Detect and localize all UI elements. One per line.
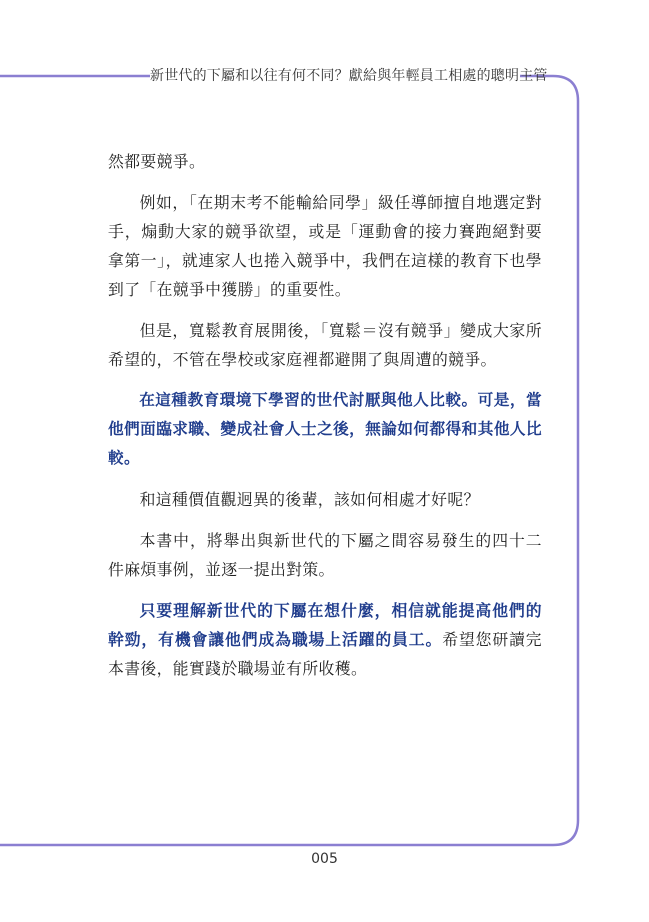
paragraph: 但是，寬鬆教育展開後，「寬鬆＝沒有競爭」變成大家所希望的，不管在學校或家庭裡都避開了與周遭的競爭。 (108, 321, 542, 369)
paragraph-mixed (108, 596, 542, 683)
page-number: 005 (311, 851, 338, 867)
paragraph-continuation: 然都要競爭。 (108, 152, 206, 171)
closing-sentence: 希望您研讀完本書後，能實踐於職場並有所收穫。 (108, 630, 542, 678)
paragraph: 和這種價值觀迥異的後輩，該如何相處才好呢？ (139, 490, 480, 509)
emphasized-paragraph: 在這種教育環境下學習的世代討厭與他人比較。可是，當他們面臨求職、變成社會人士之後，無論如何都得和其他人比較。 (108, 391, 542, 467)
emphasized-sentence: 只要理解新世代的下屬在想什麼，相信就能提高他們的幹勁，有機會讓他們成為職場上活躍的員工。 (108, 601, 542, 649)
paragraph: 例如，「在期末考不能輸給同學」級任導師擅自地選定對手，煽動大家的競爭欲望，或是「運動會的接力賽跑絕對要拿第一」，就連家人也捲入競爭中，我們在這樣的教育下也學到了「在競爭中獲勝」的重要性。 (108, 193, 542, 299)
running-header-title: 新世代的下屬和以往有何不同？獻給與年輕員工相處的聰明主管 (150, 68, 548, 84)
paragraph: 本書中，將舉出與新世代的下屬之間容易發生的四十二件麻煩事例，並逐一提出對策。 (108, 531, 542, 579)
body-text (108, 147, 542, 695)
